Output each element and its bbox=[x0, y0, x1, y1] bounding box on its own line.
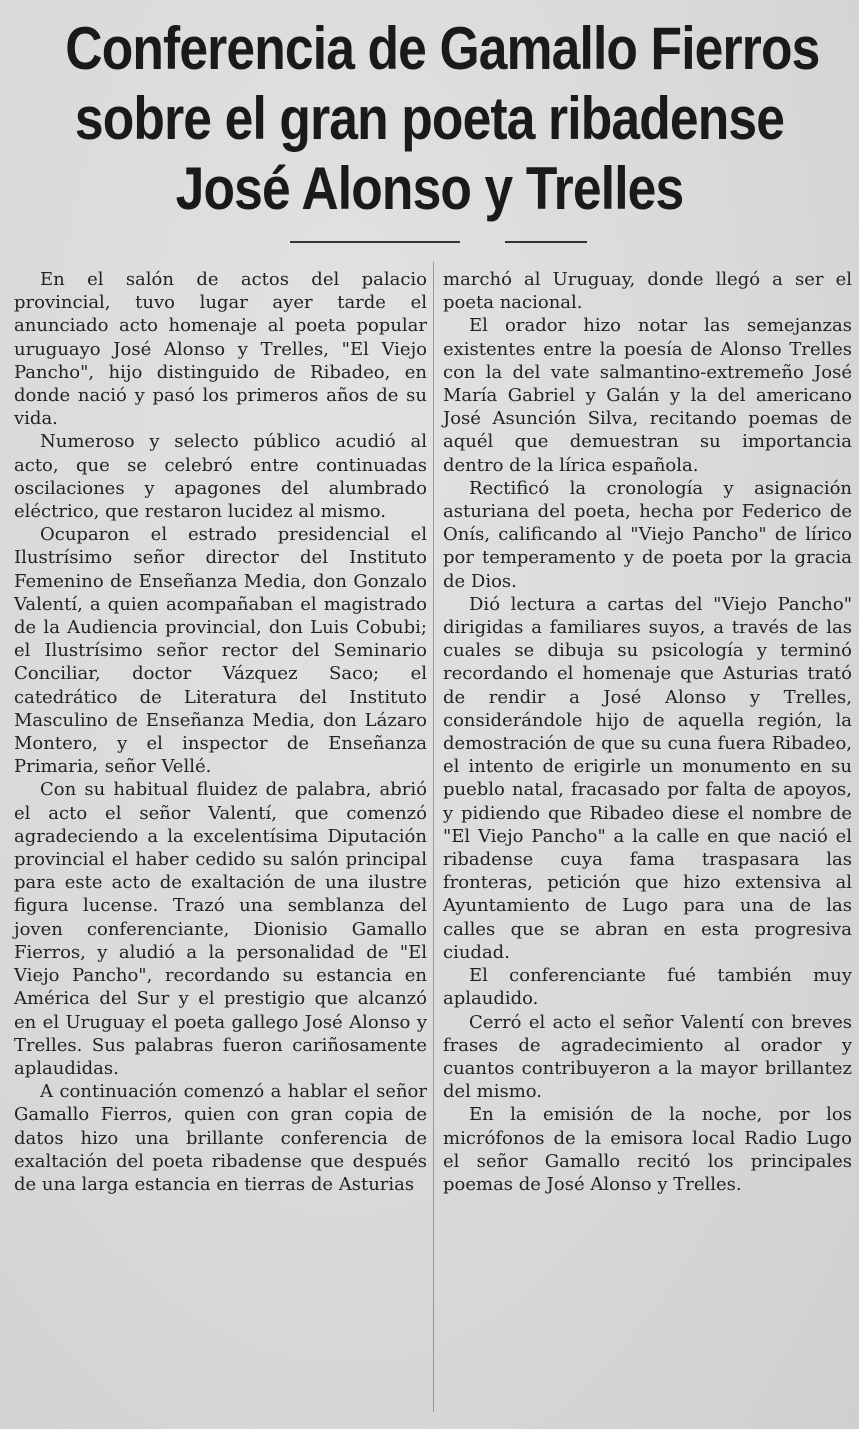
right-column bbox=[443, 268, 852, 1196]
paragraph: En la emisión de la noche, por los micrófonos de la emisora local Radio Lugo el señor Gamallo recitó los principales poemas de José Alonso y Trelles. bbox=[443, 1104, 852, 1195]
title-underline-left bbox=[290, 241, 460, 243]
paragraph-continuation: marchó al Uruguay, donde llegó a ser el poeta nacional. bbox=[443, 269, 852, 314]
paragraph: En el salón de actos del palacio provincial, tuvo lugar ayer tarde el anunciado acto homenaje al poeta popular uruguayo José Alonso y Trelles, "El Viejo Pancho", hijo distinguido de Ribadeo, en donde nació y pasó los primeros años de su vida. bbox=[14, 269, 427, 430]
headline-line-3: José Alonso y Trelles bbox=[175, 155, 684, 222]
paragraph: Numeroso y selecto público acudió al acto, que se celebró entre continuadas oscilaciones y apagones del alumbrado eléctrico, que restaron lucidez al mismo. bbox=[14, 431, 427, 523]
title-underline-right bbox=[505, 241, 587, 243]
paragraph: El orador hizo notar las semejanzas existentes entre la poesía de Alonso Trelles con la del vate salmantino-extremeño José María Gabriel y Galán y la del americano José Asunción Silva, recitando poemas de aquél que demuestran su importancia dentro de la lírica española. bbox=[443, 315, 852, 476]
paragraph: Dió lectura a cartas del "Viejo Pancho" dirigidas a familiares suyos, a través de las cuales se dibuja su psicología y terminó recordando el homenaje que Asturias trató de rendir a José Alonso y Trelles, considerándole hijo de aquella región, la demostración de que su cuna fuera Ribadeo, el intento de erigirle un monumento en su pueblo natal, fracasado por falta de apoyos, y pidiendo que Ribadeo diese el nombre de "El Viejo Pancho" a la calle en que nació el ribadense cuya fama traspasara las fronteras, petición que hizo extensiva al Ayuntamiento de Lugo para una de las calles que se abran en esta progresiva ciudad. bbox=[443, 593, 852, 963]
headline bbox=[65, 14, 820, 224]
left-column bbox=[14, 268, 427, 1196]
column-divider bbox=[433, 262, 434, 1412]
paragraph: Rectificó la cronología y asignación asturiana del poeta, hecha por Federico de Onís, calificando al "Viejo Pancho" de lírico por temperamento y de poeta por la gracia de Dios. bbox=[443, 477, 852, 592]
paragraph: Con su habitual fluidez de palabra, abrió el acto el señor Valentí, que comenzó agradeciendo a la excelentísima Diputación provincial el haber cedido su salón principal para este acto de exaltación de una ilustre figura lucense. Trazó una semblanza del joven conferenciante, Dionisio Gamallo Fierros, y aludió a la personalidad de "El Viejo Pancho", recordando su estancia en América del Sur y el prestigio que alcanzó en el Uruguay el poeta gallego José Alonso y Trelles. Sus palabras fueron cariñosamente aplaudidas. bbox=[14, 779, 427, 1079]
headline-line-2: sobre el gran poeta ribadense bbox=[74, 85, 785, 152]
paragraph: A continuación comenzó a hablar el señor Gamallo Fierros, quien con gran copia de datos hizo una brillante conferencia de exaltación del poeta ribadense que después de una larga estancia en tierras de Asturias bbox=[14, 1081, 427, 1195]
paragraph: Ocuparon el estrado presidencial el Ilustrísimo señor director del Instituto Femenino de Enseñanza Media, don Gonzalo Valentí, a quien acompañaban el magistrado de la Audiencia provincial, don Luis Cobubi; el Ilustrísimo señor rector del Seminario Conciliar, doctor Vázquez Saco; el catedrático de Literatura del Instituto Masculino de Enseñanza Media, don Lázaro Montero, y el inspector de Enseñanza Primaria, señor Vellé. bbox=[14, 524, 427, 778]
paragraph: El conferenciante fué también muy aplaudido. bbox=[443, 965, 852, 1010]
paragraph: Cerró el acto el señor Valentí con breves frases de agradecimiento al orador y cuantos contribuyeron a la mayor brillantez del mismo. bbox=[443, 1011, 852, 1103]
headline-line-1: Conferencia de Gamallo Fierros bbox=[65, 15, 820, 82]
